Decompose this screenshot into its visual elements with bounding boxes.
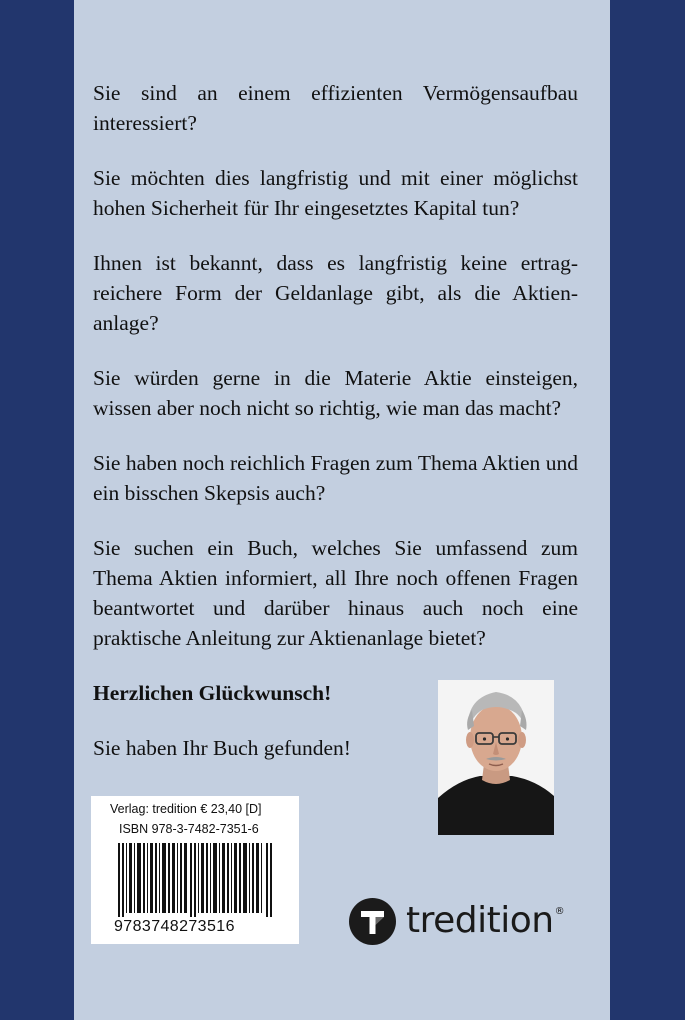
blurb-paragraph-1: Sie sind an einem effizienten Vermögensaufbau interessiert? (93, 81, 578, 135)
congrats-heading: Herzlichen Glückwunsch! (93, 681, 332, 705)
blurb-paragraph-6: Sie suchen ein Buch, welches Sie umfassend zum Thema Aktien informiert, all Ihre noch offenen Fragen beantwortet und darüber hinaus auch noch eine praktische Anleitung zur Aktienanlage bietet? (93, 536, 578, 650)
author-portrait-image (438, 680, 554, 835)
tredition-t-logo-icon (349, 898, 396, 945)
blurb-paragraph-5: Sie haben noch reichlich Fragen zum Thema Aktien und ein bisschen Skepsis auch? (93, 451, 578, 505)
registered-mark: ® (554, 906, 565, 917)
blurb-paragraph-4: Sie würden gerne in die Materie Aktie einsteigen, wissen aber noch nicht so richtig, wie man das macht? (93, 366, 578, 420)
publisher-logo-text: tredition (406, 900, 554, 941)
price-barcode-box (91, 796, 299, 944)
isbn-label: ISBN 978-3-7482-7351-6 (119, 822, 259, 836)
publisher-logo (349, 896, 565, 946)
blurb-paragraph-3: Ihnen ist bekannt, dass es langfristig keine ertrag-reichere Form der Geldanlage gibt, als die Aktien-anlage? (93, 251, 578, 335)
closing-line: Sie haben Ihr Buch gefunden! (93, 736, 351, 760)
barcode-icon (118, 843, 274, 917)
barcode-number: 9783748273516 (114, 918, 235, 935)
publisher-price-label: Verlag: tredition € 23,40 [D] (110, 802, 262, 816)
blurb-paragraph-2: Sie möchten dies langfristig und mit einer möglichst hohen Sicherheit für Ihr eingesetztes Kapital tun? (93, 166, 578, 220)
